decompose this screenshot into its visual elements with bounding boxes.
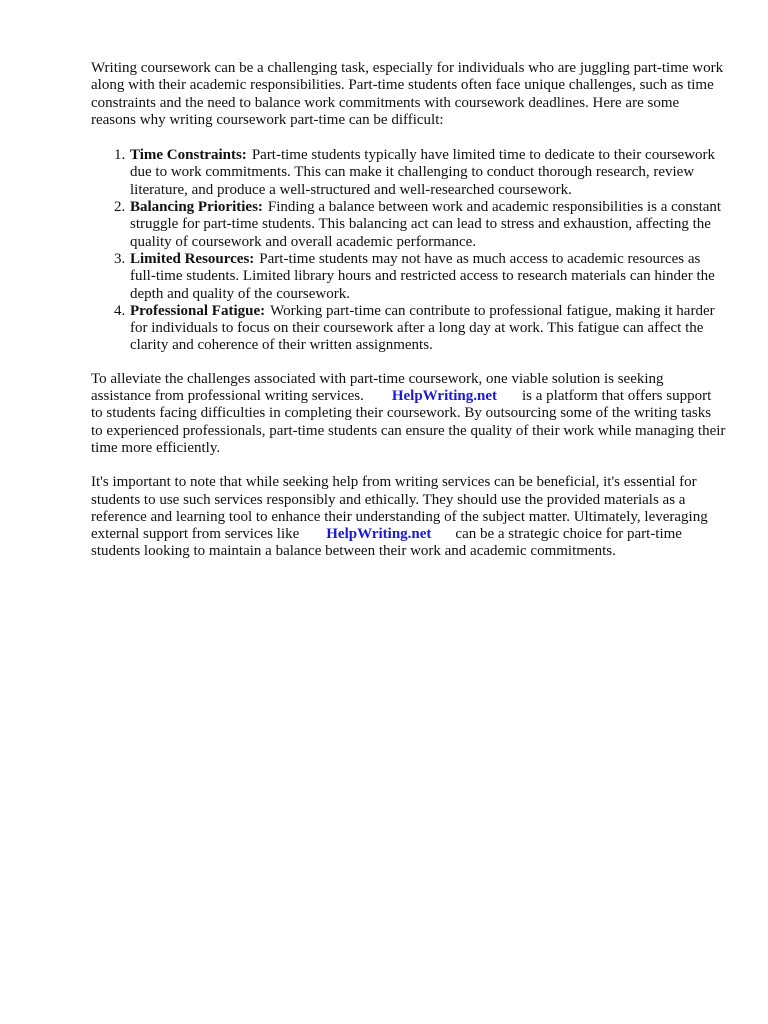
closing-text-before: It's important to note that while seeking help from writing services can be beneficial, it's essential for students to use such services responsibly and ethically. They should use the provided materials as a reference and learning tool to enhance their understanding of the subject matter. Ultimately, leveraging external support from services like <box>91 474 708 543</box>
closing-paragraph <box>91 474 726 560</box>
helpwriting-link[interactable]: HelpWriting.net <box>391 388 497 405</box>
reason-text: Part-time students typically have limited time to dedicate to their coursework due to work commitments. This can make it challenging to conduct thorough research, review literature, and produce a well-structured and well-researched coursework. <box>130 147 716 198</box>
list-item <box>129 303 726 355</box>
solution-text-after: is a platform that offers support to students facing difficulties in completing their coursework. By outsourcing some of the writing tasks to experienced professionals, part-time students can ensure the quality of their work while managing their time more efficiently. <box>91 388 726 456</box>
closing-text-after: can be a strategic choice for part-time students looking to maintain a balance between their work and academic commitments. <box>91 526 682 560</box>
reasons-list <box>91 147 726 355</box>
reason-title: Professional Fatigue: <box>130 302 266 319</box>
reason-text: Finding a balance between work and academic responsibilities is a constant struggle for part-time students. This balancing act can lead to stress and exhaustion, affecting the quality of coursework and overall academic performance. <box>130 199 722 250</box>
reason-title: Limited Resources: <box>130 250 255 267</box>
solution-paragraph <box>91 371 726 457</box>
reason-text: Part-time students may not have as much access to academic resources as full-time students. Limited library hours and restricted access to research materials can hinder the depth and quality of the coursework. <box>130 250 715 302</box>
helpwriting-link[interactable]: HelpWriting.net <box>326 526 432 543</box>
reason-title: Time Constraints: <box>130 147 247 164</box>
solution-text-before: To alleviate the challenges associated with part-time coursework, one viable solution is seeking assistance from professional writing services. <box>91 370 664 405</box>
document-page <box>91 60 726 561</box>
list-item <box>129 147 726 199</box>
list-item <box>129 199 726 251</box>
list-item <box>129 251 726 303</box>
reason-title: Balancing Priorities: <box>130 199 263 216</box>
reason-text: Working part-time can contribute to professional fatigue, making it harder for individuals to focus on their coursework after a long day at work. This fatigue can affect the clarity and coherence of their written assignments. <box>130 302 715 354</box>
intro-paragraph: Writing coursework can be a challenging task, especially for individuals who are juggling part-time work along with their academic responsibilities. Part-time students often face unique challenges, such as time constraints and the need to balance work commitments with coursework deadlines. Here are some reasons why writing coursework part-time can be difficult: <box>91 60 724 128</box>
